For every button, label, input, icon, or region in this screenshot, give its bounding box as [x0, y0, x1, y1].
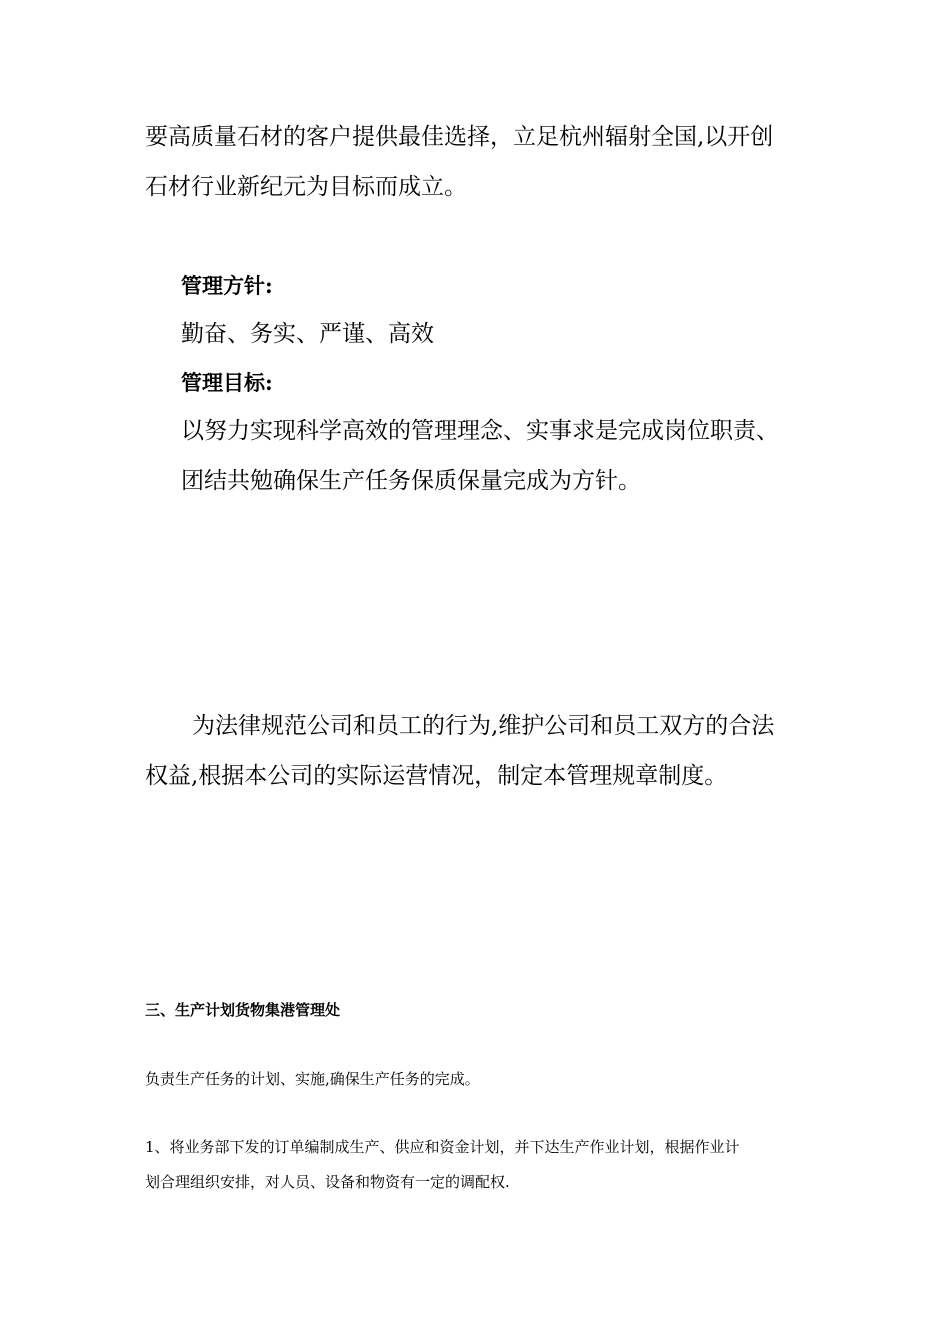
section-3-duty: 负责生产任务的计划、实施,确保生产任务的完成。	[145, 1070, 480, 1088]
intro-line-2: 石材行业新纪元为目标而成立。	[145, 174, 467, 200]
preamble-line-2: 权益,根据本公司的实际运营情况，制定本管理规章制度。	[145, 763, 728, 789]
preamble-line-1: 为法律规范公司和员工的行为,维护公司和员工双方的合法	[192, 713, 775, 739]
section-3-item-1-line-1: 1、将业务部下发的订单编制成生产、供应和资金计划，并下达生产作业计划，根据作业计	[145, 1138, 740, 1156]
intro-line-1: 要高质量石材的客户提供最佳选择，立足杭州辐射全国,以开创	[145, 124, 774, 150]
policy-text: 勤奋、务实、严谨、高效	[181, 321, 434, 347]
goal-line-2: 团结共勉确保生产任务保质保量完成为方针。	[181, 468, 641, 494]
goal-heading: 管理目标:	[181, 370, 273, 395]
goal-line-1: 以努力实现科学高效的管理理念、实事求是完成岗位职责、	[181, 418, 779, 444]
section-3-heading: 三、生产计划货物集港管理处	[145, 1001, 341, 1019]
section-3-item-1-line-2: 划合理组织安排，对人员、设备和物资有一定的调配权.	[145, 1173, 510, 1191]
policy-heading: 管理方针:	[181, 273, 273, 298]
